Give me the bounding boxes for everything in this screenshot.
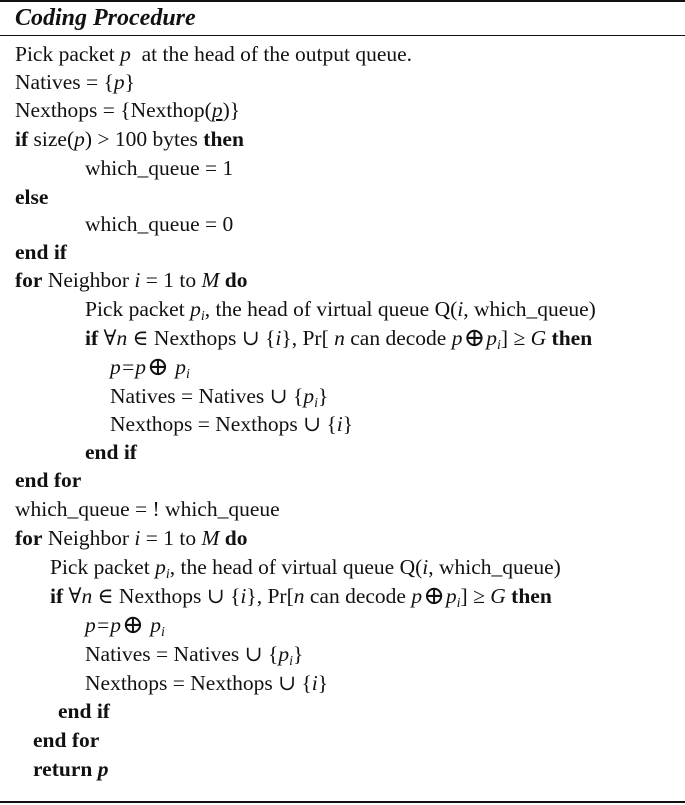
procedure-title: Coding Procedure bbox=[15, 5, 196, 31]
line-else: else bbox=[15, 185, 49, 209]
line-for-neighbor-1: for Neighbor i = 1 to M do bbox=[15, 268, 248, 292]
line-nexthops-init: Nexthops = {Nexthop(p)} bbox=[15, 98, 241, 122]
line-return: return p bbox=[33, 757, 109, 781]
bottom-rule bbox=[0, 801, 685, 803]
line-p-assign-2: p=p⊕ $p_i$ bbox=[85, 610, 165, 640]
line-p-assign-1: p=p⊕ $p_i$ bbox=[110, 352, 190, 382]
line-natives-union-1: Natives = Natives ∪ $\{p_i\}$ bbox=[110, 384, 329, 411]
line-nexthops-union-1: Nexthops = Nexthops ∪ {i} bbox=[110, 412, 354, 436]
line-pick-packet: Pick packet p at the head of the output queue. bbox=[15, 42, 413, 66]
line-for-neighbor-2: for Neighbor i = 1 to M do bbox=[15, 526, 248, 550]
line-end-for-1: end for bbox=[15, 468, 82, 492]
line-pick-pi-1: Pick packet $p_i$, the head of virtual queue Q(i, which_queue) bbox=[85, 297, 596, 324]
line-end-if-1: end if bbox=[15, 240, 67, 264]
line-which-queue-0: which_queue = 0 bbox=[85, 212, 234, 236]
line-if-forall-2: if ∀n ∈ Nexthops ∪ {i}, Pr[n can decode $p\oplus p_i] \ge G$ then bbox=[50, 581, 552, 611]
line-toggle-queue: which_queue = ! which_queue bbox=[15, 497, 280, 521]
line-which-queue-1: which_queue = 1 bbox=[85, 156, 234, 180]
header-rule bbox=[0, 35, 685, 36]
line-pick-pi-2: Pick packet $p_i$, the head of virtual queue Q(i, which_queue) bbox=[50, 555, 561, 582]
line-end-if-3: end if bbox=[58, 699, 110, 723]
line-nexthops-union-2: Nexthops = Nexthops ∪ {i} bbox=[85, 671, 329, 695]
line-if-forall-1: if ∀n ∈ Nexthops ∪ {i}, Pr[ n can decode $p\oplus p_i] \ge G$ then bbox=[85, 323, 593, 353]
line-natives-union-2: Natives = Natives ∪ $\{p_i\}$ bbox=[85, 642, 304, 669]
line-natives-init: Natives = {p} bbox=[15, 70, 135, 94]
line-end-if-2: end if bbox=[85, 440, 137, 464]
line-if-size: if size(p) > 100 bytes then bbox=[15, 127, 244, 151]
top-rule bbox=[0, 0, 685, 2]
line-end-for-2: end for bbox=[33, 728, 100, 752]
